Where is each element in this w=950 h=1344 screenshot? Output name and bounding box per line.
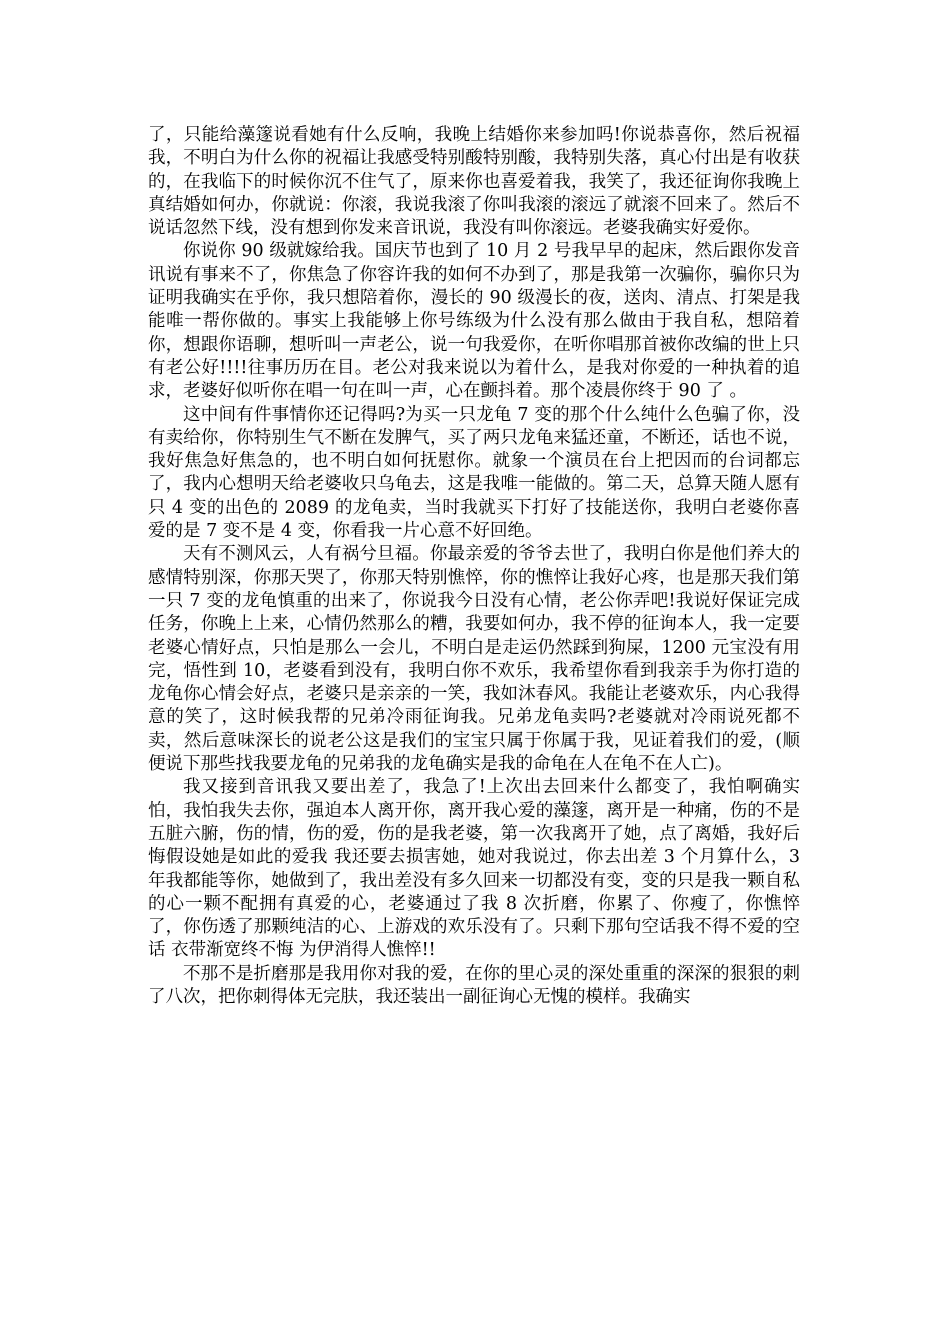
paragraph: 天有不测风云，人有祸兮旦福。你最亲爱的爷爷去世了，我明白你是他们养大的感情特别深，你那天哭了，你那天特别憔悴，你的憔悴让我好心疼，也是那天我们第一只 7 变的龙龟慎重的出来了，你说我今日没有心情，老公你弄吧!我说好保证完成任务，你晚上上来，心情仍然那么的糟，我要如何办，我不停的征询本人，我一定要老婆心情好点，只怕是那么一会儿，不明白是走运仍然踩到狗屎，1200 元宝没有用完，悟性到 10，老婆看到没有，我明白你不欢乐，我希望你看到我亲手为你打造的龙龟你心情会好点，老婆只是亲亲的一笑，我如沐春风。我能让老婆欢乐，内心我得意的笑了，这时候我帮的兄弟冷雨征询我。兄弟龙龟卖吗?老婆就对冷雨说死都不卖，然后意味深长的说老公这是我们的宝宝只属于你属于我，见证着我们的爱，(顺便说下那些找我要龙龟的兄弟我的龙龟确实是我的命龟在人在龟不在人亡)。 [148, 544, 800, 775]
paragraph: 你说你 90 级就嫁给我。国庆节也到了 10 月 2 号我早早的起床，然后跟你发音讯说有事来不了，你焦急了你容许我的如何不办到了，那是我第一次骗你，骗你只为证明我确实在乎你，我只想陪着你，漫长的 90 级漫长的夜，送肉、清点、打架是我能唯一帮你做的。事实上我能够上你号练级为什么没有那么做由于我自私，想陪着你，想跟你语聊，想听叫一声老公，说一句我爱你，在听你唱那首被你改编的世上只有老公好!!!!往事历历在目。老公对我来说以为着什么，是我对你爱的一种执着的追求，老婆好似听你在唱一句在叫一声，心在颤抖着。那个凌晨你终于 90 了 。 [148, 241, 800, 402]
document-body [148, 124, 800, 1009]
paragraph: 了，只能给藻篴说看她有什么反响，我晚上结婚你来参加吗!你说恭喜你，然后祝福我，不明白为什么你的祝福让我感受特别酸特别酸，我特别失落，真心付出是有收获的，在我临下的时候你沉不住气了，原来你也喜爱着我，我笑了，我还征询你我晚上真结婚如何办，你就说：你滚，我说我滚了你叫我滚的滚远了就滚不回来了。然后不说话忽然下线，没有想到你发来音讯说，我没有叫你滚远。老婆我确实好爱你。 [148, 125, 800, 239]
paragraph: 这中间有件事情你还记得吗?为买一只龙龟 7 变的那个什么纯什么色骗了你，没有卖给你，你特别生气不断在发脾气，买了两只龙龟来猛还童，不断还，话也不说，我好焦急好焦急的，也不明白如何抚慰你。就象一个演员在台上把因而的台词都忘了，我内心想明天给老婆收只乌龟去，这是我唯一能做的。第二天，总算天随人愿有只 4 变的出色的 2089 的龙龟卖，当时我就买下打好了技能送你，我明白老婆你喜爱的是 7 变不是 4 变，你看我一片心意不好回绝。 [148, 404, 800, 542]
paragraph: 不那不是折磨那是我用你对我的爱，在你的里心灵的深处重重的深深的狠狠的刺了八次，把你刺得体无完肤，我还装出一副征询心无愧的模样。我确实 [148, 963, 800, 1007]
paragraph: 我又接到音讯我又要出差了，我急了!上次出去回来什么都变了，我怕啊确实怕，我怕我失去你，强迫本人离开你，离开我心爱的藻篴，离开是一种痛，伤的不是五脏六腑，伤的情，伤的爱，伤的是我老婆，第一次我离开了她，点了离婚，我好后悔假设她是如此的爱我 我还要去损害她，她对我说过，你去出差 3 个月算什么，3 年我都能等你，她做到了，我出差没有多久回来一切都没有变，变的只是我一颗自私的心一颗不配拥有真爱的心，老婆通过了我 8 次折磨，你累了、你瘦了，你憔悴了，你伤透了那颗纯洁的心、上游戏的欢乐没有了。只剩下那句空话我不得不爱的空话 衣带渐宽终不悔 为伊消得人憔悴!! [148, 777, 800, 961]
